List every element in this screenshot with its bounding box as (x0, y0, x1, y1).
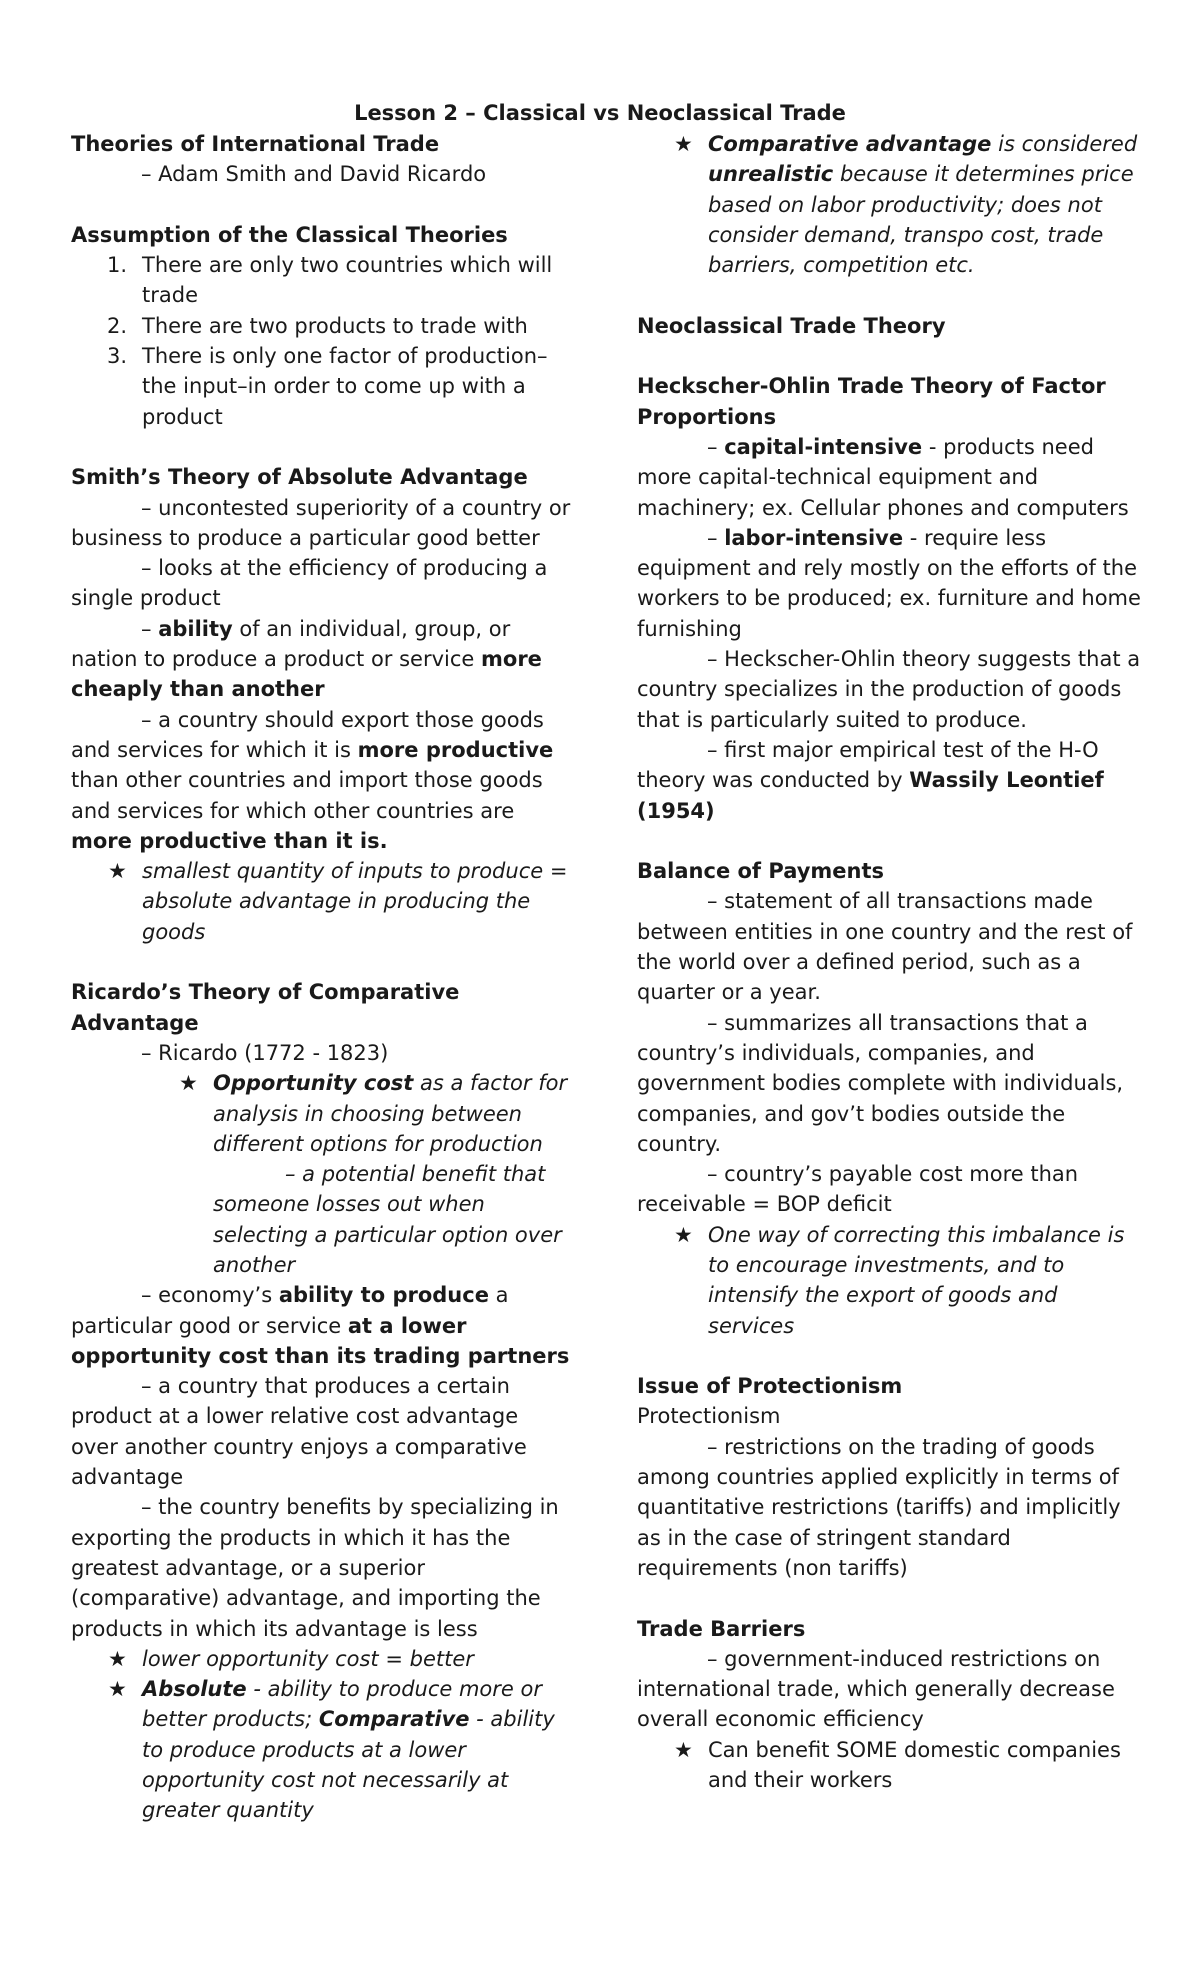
left-column (71, 129, 571, 1826)
page-title: Lesson 2 – Classical vs Neoclassical Trade (354, 101, 846, 125)
assumptions-list (71, 250, 571, 432)
star-note: ★ lower opportunity cost = better (71, 1644, 571, 1674)
star-note: ★ Comparative advantage is considered unrealistic because it determines price based on labor productivity; does not consider demand, transpo cost, trade barriers, competition etc. (637, 129, 1142, 280)
neoclassical-heading: Neoclassical Trade Theory (637, 313, 946, 338)
smith-paragraph: – ability of an individual, group, or nation to produce a product or service more cheaply than another (71, 616, 542, 702)
smith-paragraph: – a country should export those goods and services for which it is more productive than other countries and import those goods and services for which other countries are more productive than it is. (71, 707, 554, 853)
star-icon: ★ (108, 1677, 127, 1702)
ho-paragraph: – capital-intensive - products need more capital-technical equipment and machinery; ex. Cellular phones and computers (637, 434, 1129, 520)
ho-paragraph: – first major empirical test of the H-O theory was conducted by Wassily Leontief (1954) (637, 737, 1104, 823)
star-icon: ★ (108, 1646, 127, 1671)
ricardo-paragraph: – the country benefits by specializing in exporting the products in which it has the greatest advantage, or a superior (comparative) advantage, and importing the products in which its advantage is less (71, 1495, 559, 1641)
ricardo-paragraph: – a country that produces a certain product at a lower relative cost advantage over another country enjoys a comparative advantage (71, 1374, 527, 1490)
list-item: 1. There are only two countries which will trade (107, 253, 553, 308)
smith-paragraph: – uncontested superiority of a country or business to produce a particular good better (71, 495, 571, 550)
theories-line: – Adam Smith and David Ricardo (141, 162, 487, 187)
star-note: ★ smallest quantity of inputs to produce = absolute advantage in producing the goods (71, 856, 571, 947)
ricardo-years: – Ricardo (1772 - 1823) (141, 1040, 389, 1065)
ho-paragraph: – Heckscher-Ohlin theory suggests that a country specializes in the production of goods that is particularly suited to produce. (637, 647, 1141, 732)
protectionism-heading: Issue of Protectionism (637, 1374, 903, 1399)
list-item: 3. There is only one factor of production–the input–in order to come up with a product (107, 344, 548, 429)
star-subnote: – a potential benefit that someone losses out when selecting a particular option over another (213, 1162, 562, 1277)
bop-heading: Balance of Payments (637, 859, 885, 884)
star-icon: ★ (674, 1222, 693, 1247)
trade-barriers-paragraph: – government-induced restrictions on international trade, which generally decrease overall economic efficiency (637, 1646, 1115, 1732)
protectionism-paragraph: – restrictions on the trading of goods among countries applied explicitly in terms of quantitative restrictions (tariffs) and implicitly as in the case of stringent standard requirements (non tariffs) (637, 1434, 1121, 1580)
star-note: ★ Opportunity cost as a factor for analysis in choosing between different options for production (71, 1068, 571, 1159)
star-icon: ★ (674, 132, 693, 156)
list-item: 2. There are two products to trade with (107, 313, 528, 338)
protectionism-subheading: Protectionism (637, 1404, 781, 1429)
right-column (637, 129, 1142, 1795)
ho-paragraph: – labor-intensive - require less equipment and rely mostly on the efforts of the workers to be produced; ex. furniture and home furnishing (637, 525, 1141, 641)
trade-barriers-heading: Trade Barriers (637, 1616, 806, 1641)
ho-heading: Heckscher-Ohlin Trade Theory of Factor Proportions (637, 374, 1106, 429)
star-note: ★ One way of correcting this imbalance is to encourage investments, and to intensify the export of goods and services (637, 1220, 1142, 1341)
ricardo-paragraph: – economy’s ability to produce a particular good or service at a lower opportunity cost than its trading partners (71, 1283, 570, 1368)
assumptions-heading: Assumption of the Classical Theories (71, 222, 508, 247)
theories-heading: Theories of International Trade (71, 132, 440, 156)
ricardo-heading: Ricardo’s Theory of Comparative Advantage (71, 980, 460, 1035)
star-icon: ★ (179, 1071, 198, 1096)
star-icon: ★ (108, 859, 127, 884)
bop-paragraph: – statement of all transactions made between entities in one country and the rest of the world over a defined period, such as a quarter or a year. (637, 889, 1133, 1005)
star-note: ★ Can benefit SOME domestic companies and their workers (637, 1735, 1142, 1796)
bop-paragraph: – country’s payable cost more than receivable = BOP deficit (637, 1162, 1079, 1217)
smith-paragraph: – looks at the efficiency of producing a single product (71, 556, 548, 611)
star-icon: ★ (674, 1737, 693, 1762)
smith-heading: Smith’s Theory of Absolute Advantage (71, 465, 528, 490)
bop-paragraph: – summarizes all transactions that a country’s individuals, companies, and government bodies complete with individuals, companies, and gov’t bodies outside the country. (637, 1010, 1124, 1156)
star-note: ★ Absolute - ability to produce more or better products; Comparative - ability to produce products at a lower opportunity cost not necessarily at greater quantity (71, 1674, 571, 1825)
